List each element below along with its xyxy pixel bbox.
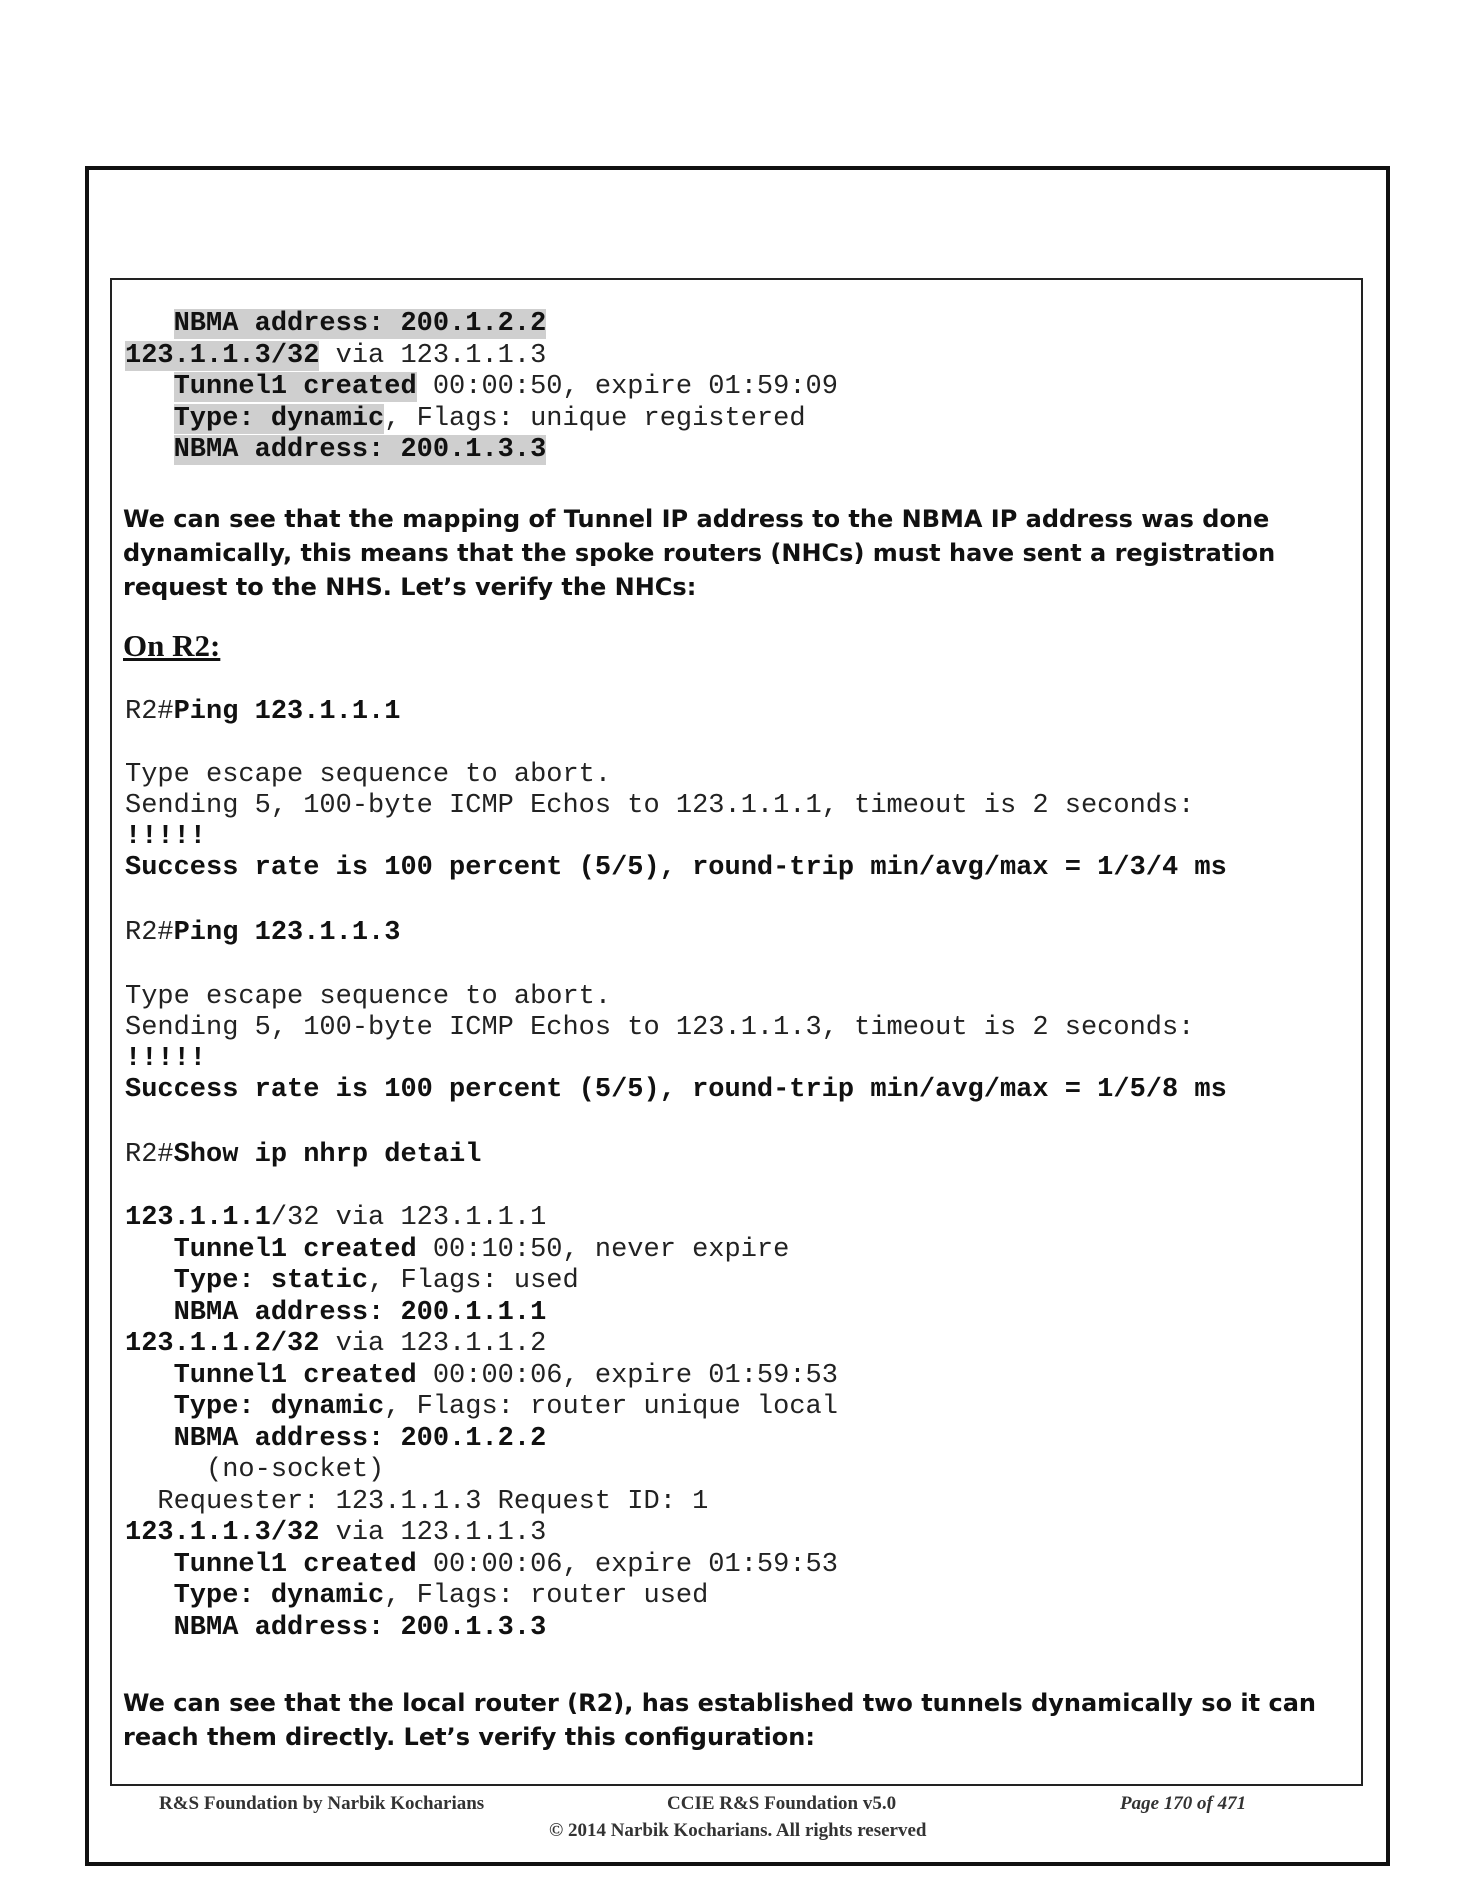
output-line: [125, 1203, 546, 1235]
output-line: [125, 372, 838, 404]
ping2-escape-line: Type escape sequence to abort.: [125, 982, 612, 1012]
output-line: [125, 1613, 546, 1645]
output-text: , Flags: unique registered: [384, 403, 806, 434]
output-text: , Flags: used: [368, 1266, 579, 1296]
output-text: Requester: 123.1.1.3 Request ID: 1: [157, 1486, 709, 1517]
line-indent: [125, 1550, 174, 1580]
cli-prompt: R2#: [125, 1140, 174, 1170]
output-text: /32 via 123.1.1.1: [270, 1203, 547, 1233]
output-text: Type: dynamic: [173, 403, 385, 434]
output-line: [125, 309, 546, 341]
ping2-success-line: Success rate is 100 percent (5/5), round-trip min/avg/max = 1/5/8 ms: [125, 1075, 1227, 1105]
line-indent: [125, 1424, 174, 1454]
output-line: [125, 341, 546, 373]
output-text: Tunnel1 created: [173, 1549, 417, 1580]
output-text: , Flags: router unique local: [384, 1392, 838, 1422]
paragraph-mapping-explanation: We can see that the mapping of Tunnel IP address to the NBMA IP address was done dynamically, this means that the spoke routers (NHCs) must have sent a registration request to the NHS. Let’s verify the NHCs:: [123, 505, 1276, 601]
output-text: 123.1.1.2/32: [125, 1329, 320, 1359]
output-text: , Flags: router used: [384, 1581, 709, 1611]
ping2-success-marks: !!!!!: [125, 1044, 207, 1074]
ping1-success-marks: !!!!!: [125, 822, 207, 852]
output-text: via 123.1.1.3: [319, 1518, 547, 1548]
output-line: [125, 435, 546, 467]
line-indent: [125, 1235, 174, 1265]
output-line: [125, 1581, 708, 1613]
output-text: NBMA address: 200.1.3.3: [173, 1612, 547, 1643]
output-text: Type: static: [173, 1266, 369, 1296]
line-indent: [125, 1455, 206, 1485]
ping1-success-line: Success rate is 100 percent (5/5), round-trip min/avg/max = 1/3/4 ms: [125, 853, 1227, 883]
output-line: [125, 1235, 789, 1267]
output-text: 123.1.1.3/32: [125, 1518, 320, 1548]
output-line: [125, 1392, 838, 1424]
output-text: Type: dynamic: [173, 1392, 385, 1422]
footer-author: R&S Foundation by Narbik Kocharians: [159, 1793, 485, 1814]
ping1-escape-line: Type escape sequence to abort.: [125, 760, 612, 790]
output-text: Tunnel1 created: [173, 1234, 417, 1265]
line-indent: [125, 1392, 174, 1422]
output-text: Tunnel1 created: [173, 372, 417, 402]
footer-course-title: CCIE R&S Foundation v5.0: [667, 1793, 897, 1814]
output-line: [125, 1329, 546, 1361]
line-indent: [125, 1361, 174, 1391]
output-line: [125, 1298, 546, 1330]
section-heading-r2: On R2:: [123, 628, 221, 663]
ping2-command-line: [125, 918, 400, 950]
line-indent: [125, 404, 174, 434]
output-line: [125, 1266, 579, 1298]
line-indent: [125, 1266, 174, 1296]
line-indent: [125, 1298, 174, 1328]
output-text: via 123.1.1.3: [319, 340, 547, 371]
output-line: [125, 1550, 838, 1582]
output-line: [125, 1455, 384, 1487]
output-text: 00:00:50, expire 01:59:09: [416, 372, 838, 402]
line-indent: [125, 309, 174, 339]
output-text: Tunnel1 created: [173, 1360, 417, 1391]
ping2-sending-line: Sending 5, 100-byte ICMP Echos to 123.1.1.3, timeout is 2 seconds:: [125, 1013, 1195, 1043]
output-text: (no-socket): [206, 1455, 385, 1485]
output-text: NBMA address: 200.1.2.2: [173, 1423, 547, 1454]
output-line: [125, 1518, 546, 1550]
footer-copyright: © 2014 Narbik Kocharians. All rights reserved: [549, 1820, 927, 1841]
line-indent: [125, 372, 174, 402]
nhrp-command-line: [125, 1140, 481, 1172]
output-line: [125, 1361, 838, 1393]
line-indent: [125, 1581, 174, 1611]
output-text: via 123.1.1.2: [319, 1329, 547, 1359]
output-text: NBMA address: 200.1.2.2: [173, 309, 547, 339]
line-indent: [125, 1613, 174, 1643]
paragraph-tunnels-explanation: We can see that the local router (R2), has established two tunnels dynamically so it can reach them directly. Let’s verify this configuration:: [123, 1689, 1316, 1751]
cli-command: Show ip nhrp detail: [173, 1140, 482, 1170]
cli-command: Ping 123.1.1.3: [173, 918, 401, 948]
output-text: NBMA address: 200.1.1.1: [173, 1297, 547, 1328]
line-indent: [125, 1487, 157, 1517]
ping1-command-line: [125, 697, 400, 729]
output-text: 00:10:50, never expire: [416, 1234, 790, 1265]
cli-command: Ping 123.1.1.1: [173, 697, 401, 727]
output-text: NBMA address: 200.1.3.3: [173, 435, 547, 465]
ping1-sending-line: Sending 5, 100-byte ICMP Echos to 123.1.1.1, timeout is 2 seconds:: [125, 791, 1195, 821]
output-line: [125, 404, 806, 436]
output-text: Type: dynamic: [173, 1581, 385, 1611]
output-text: 123.1.1.3/32: [125, 340, 320, 371]
output-text: 00:00:06, expire 01:59:53: [416, 1549, 838, 1580]
cli-prompt: R2#: [125, 697, 174, 727]
cli-prompt: R2#: [125, 918, 174, 948]
output-line: [125, 1424, 546, 1456]
output-text: 123.1.1.1: [125, 1203, 271, 1233]
output-line: [125, 1487, 708, 1519]
line-indent: [125, 435, 174, 465]
footer-page-number: Page 170 of 471: [1120, 1793, 1247, 1814]
output-text: 00:00:06, expire 01:59:53: [416, 1360, 838, 1391]
